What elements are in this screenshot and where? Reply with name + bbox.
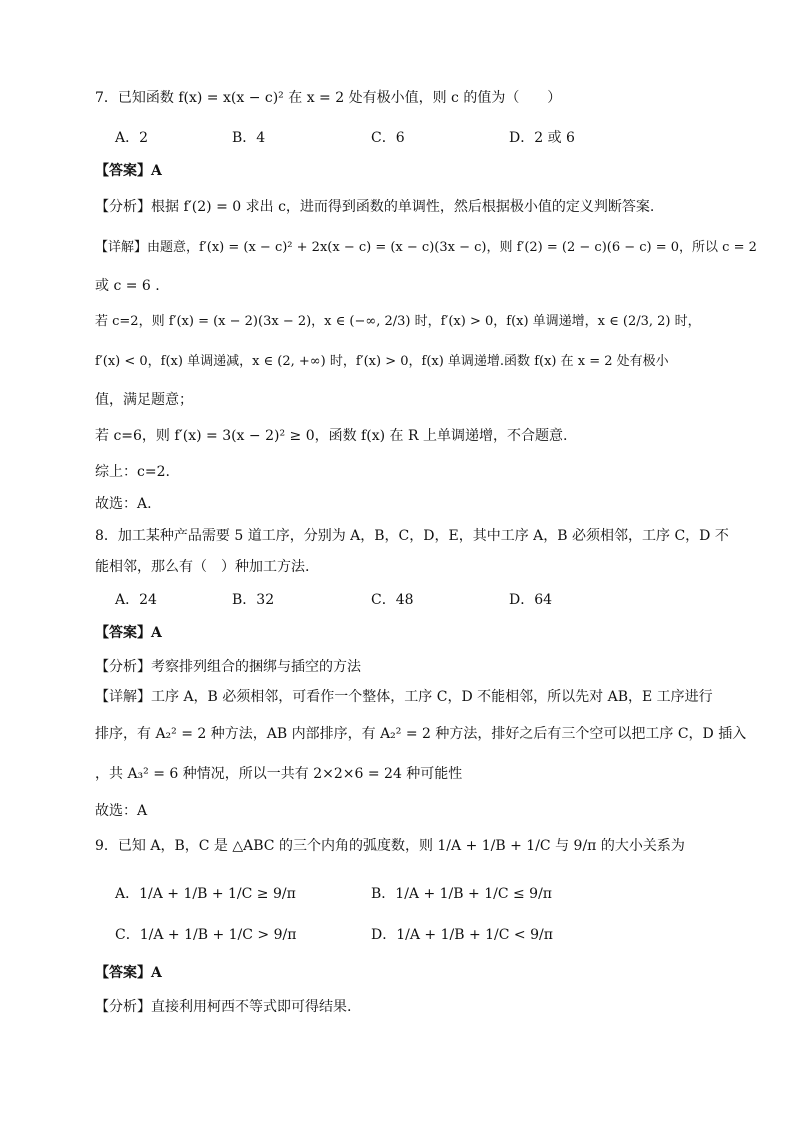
q7-answer: 【答案】A bbox=[95, 163, 162, 179]
q7-option-b: B．4 bbox=[232, 130, 266, 146]
q8-option-b: B．32 bbox=[232, 592, 275, 608]
q9-analysis: 【分析】直接利用柯西不等式即可得结果. bbox=[95, 999, 352, 1015]
q8-option-d: D．64 bbox=[509, 592, 553, 608]
q8-option-a: A．24 bbox=[115, 592, 157, 608]
q8-stem-2: 能相邻，那么有（ ）种加工方法. bbox=[95, 559, 310, 575]
q9-option-b: B．1/A + 1/B + 1/C ≤ 9/π bbox=[371, 886, 552, 902]
q8-analysis: 【分析】考察排列组合的捆绑与插空的方法 bbox=[95, 659, 361, 675]
q8-detail-4: 故选：A bbox=[95, 803, 148, 819]
q7-detail-4: f′(x) < 0，f(x) 单调递减，x ∈ (2, +∞) 时，f′(x) > 0，f(x) 单调递增.函数 f(x) 在 x = 2 处有极小 bbox=[95, 354, 669, 369]
q9-stem: 9．已知 A，B，C 是 △ABC 的三个内角的弧度数，则 1/A + 1/B + 1/C 与 9/π 的大小关系为 bbox=[95, 838, 685, 854]
q7-analysis: 【分析】根据 f′(2) = 0 求出 c，进而得到函数的单调性，然后根据极小值的定义判断答案. bbox=[95, 199, 655, 215]
q8-option-c: C．48 bbox=[371, 592, 414, 608]
q7-option-c: C．6 bbox=[371, 130, 405, 146]
q8-detail-1: 【详解】工序 A，B 必须相邻，可看作一个整体，工序 C，D 不能相邻，所以先对 AB，E 工序进行 bbox=[95, 689, 713, 705]
q7-detail-8: 故选：A. bbox=[95, 496, 152, 512]
q7-detail-6: 若 c=6，则 f′(x) = 3(x − 2)² ≥ 0，函数 f(x) 在 R 上单调递增，不合题意. bbox=[95, 428, 568, 444]
q9-option-d: D．1/A + 1/B + 1/C < 9/π bbox=[371, 927, 553, 943]
q9-answer: 【答案】A bbox=[95, 965, 162, 981]
q7-detail-3: 若 c=2，则 f′(x) = (x − 2)(3x − 2)，x ∈ (−∞, 2/3) 时，f′(x) > 0，f(x) 单调递增，x ∈ (2/3, 2) 时， bbox=[95, 314, 701, 329]
q7-detail-7: 综上：c=2. bbox=[95, 464, 170, 480]
q7-option-d: D．2 或 6 bbox=[509, 130, 575, 146]
q8-stem-1: 8．加工某种产品需要 5 道工序，分别为 A，B，C，D，E，其中工序 A，B 必须相邻，工序 C，D 不 bbox=[95, 528, 729, 544]
q7-detail-5: 值，满足题意； bbox=[95, 392, 193, 408]
q7-stem: 7．已知函数 f(x) = x(x − c)² 在 x = 2 处有极小值，则 c 的值为（ ） bbox=[95, 90, 562, 106]
q9-option-a: A．1/A + 1/B + 1/C ≥ 9/π bbox=[115, 886, 296, 902]
q8-answer: 【答案】A bbox=[95, 625, 162, 641]
q9-option-c: C．1/A + 1/B + 1/C > 9/π bbox=[115, 927, 297, 943]
q7-detail-1: 【详解】由题意，f′(x) = (x − c)² + 2x(x − c) = (x − c)(3x − c)，则 f′(2) = (2 − c)(6 − c) = 0，所以 c = 2 bbox=[95, 240, 757, 255]
q8-detail-3: ，共 A₃² = 6 种情况，所以一共有 2×2×6 = 24 种可能性 bbox=[95, 766, 463, 782]
q7-option-a: A．2 bbox=[115, 130, 149, 146]
q8-detail-2: 排序，有 A₂² = 2 种方法，AB 内部排序，有 A₂² = 2 种方法，排好之后有三个空可以把工序 C，D 插入 bbox=[95, 726, 747, 742]
q7-detail-2: 或 c = 6 . bbox=[95, 278, 160, 294]
